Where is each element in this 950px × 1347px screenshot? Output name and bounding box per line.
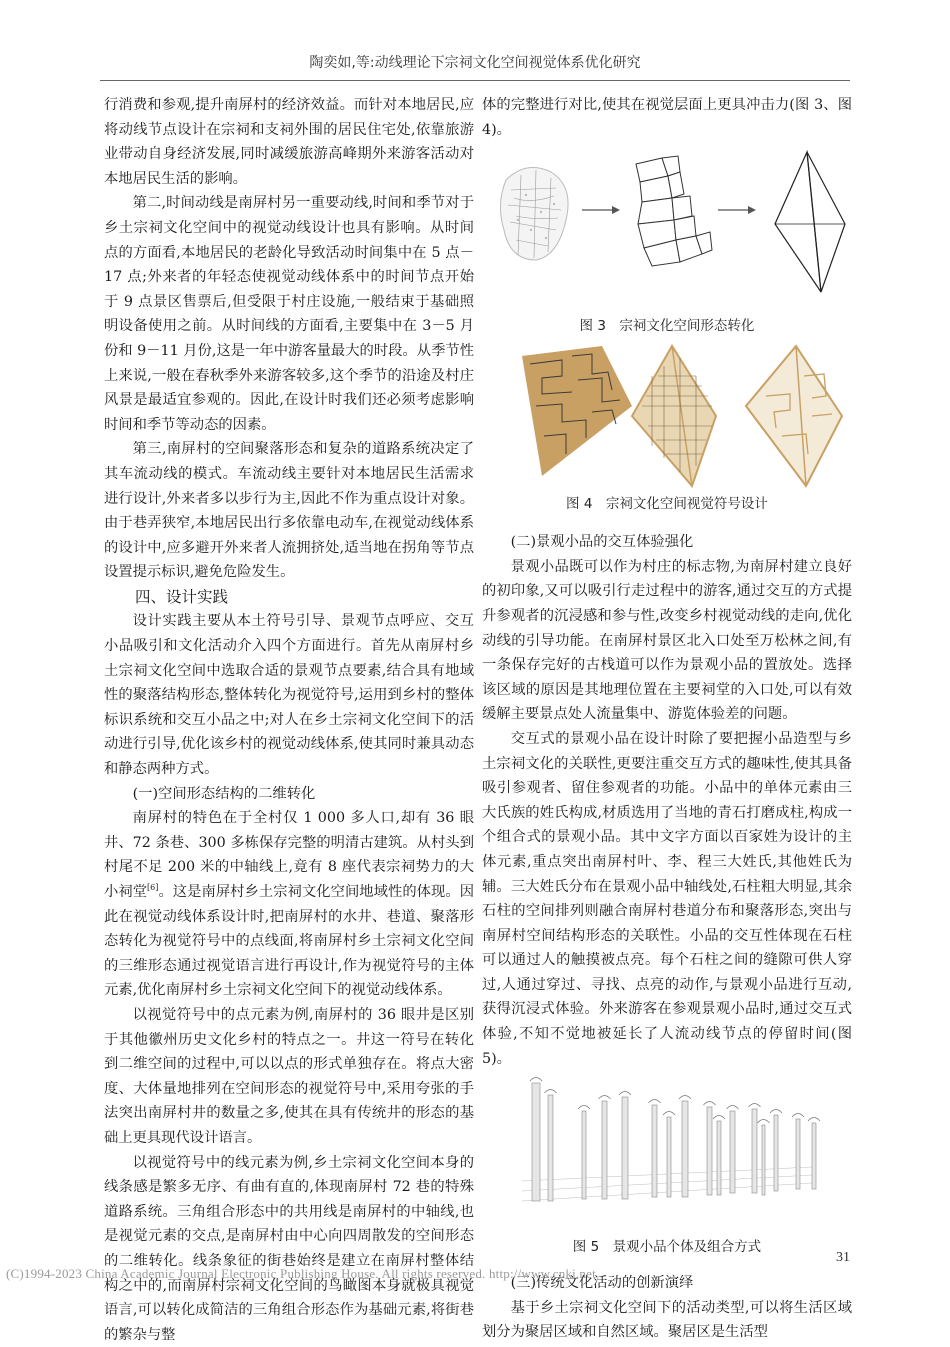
paragraph bbox=[104, 806, 474, 1003]
running-header: 陶奕如,等:动线理论下宗祠文化空间视觉体系优化研究 bbox=[309, 55, 641, 71]
header-rule bbox=[100, 80, 850, 81]
copyright-footer: (C)1994-2023 China Academic Journal Electronic Publishing House. All rights reserved. http://www.cnki.net bbox=[6, 1266, 596, 1281]
right-column bbox=[482, 93, 852, 1345]
stone-pillar bbox=[532, 1083, 540, 1201]
stone-pillar bbox=[622, 1097, 628, 1199]
stone-pillar bbox=[774, 1115, 778, 1191]
pattern-triangle-icon bbox=[746, 346, 842, 486]
figure-4-graphic bbox=[482, 342, 852, 494]
paragraph: 设计实践主要从本土符号引导、景观节点呼应、交互小品吸引和文化活动介入四个方面进行。首先从南屏村乡土宗祠文化空间中选取合适的景观节点要素,结合具有地域性的聚落结构形态,整体转化为视觉符号,运用到乡村的整体标识系统和交互小品之中;对人在乡土宗祠文化空间下的活动进行引导,优化该乡村的视觉动线体系,使其同时兼具动态和静态两种方式。 bbox=[104, 613, 474, 778]
subsection-heading: (三)传统文化活动的创新演绎 bbox=[510, 1275, 694, 1292]
paragraph: 以视觉符号中的线元素为例,乡土宗祠文化空间本身的线条感是繁多无序、有曲有直的,体现南屏村 72 巷的特殊道路系统。三角组合形态中的共用线是南屏村的中轴线,也是视觉元素的交点,是南屏村由中心向四周散发的空间形态的二维转化。线条象征的街巷始终是建立在南屏村整体结构之中的,而南屏村宗祠文化空间的鸟瞰图本身就极具视觉语言,可以转化成简洁的三角组合形态作为基础元素,将街巷的繁杂与整 bbox=[104, 1154, 474, 1343]
arrow-right-icon bbox=[582, 206, 620, 214]
pillar-cap bbox=[704, 1102, 716, 1106]
figure-3-caption: 图 3 宗祠文化空间形态转化 bbox=[579, 318, 755, 335]
paragraph: 景观小品既可以作为村庄的标志物,为南屏村建立良好的初印象,又可以吸引行走过程中的游客,通过交互的方式提升参观者的沉浸感和参与性,改变乡村视觉动线的走向,优化动线的引导功能。在南屏村景区北入口处至万松林之间,有一条保存完好的古栈道可以作为景观小品的置放处。选择该区域的原因是其地理位置在主要祠堂的入口处,可以有效缓解主要景点处人流量集中、游览体验差的问题。 bbox=[482, 558, 852, 723]
stone-pillar bbox=[682, 1101, 688, 1197]
paragraph: 以视觉符号中的点元素为例,南屏村的 36 眼井是区别于其他徽州历史文化乡村的特点之一。井这一符号在转化到二维空间的过程中,可以以点的形式单独存在。将点大密度、大体量地排列在空间形态的视觉符号中,采用夸张的手法突出南屏村井的数量之多,使其在具有传统井的形态的基础上更具现代设计语言。 bbox=[104, 1006, 474, 1146]
pillar-cap bbox=[792, 1114, 804, 1118]
pillar-cap bbox=[679, 1096, 691, 1100]
stone-pillar bbox=[796, 1119, 800, 1189]
paragraph-text: 南屏村的特色在于全村仅 1 000 多人口,却有 36 眼井、72 条巷、300 多栋保存完整的明清古建筑。从村头到村尾不足 200 米的中轴线上,竟有 8 座代表宗祠势力的大小祠堂 bbox=[104, 810, 474, 900]
paragraph: 基于乡土宗祠文化空间下的活动类型,可以将生活区域划分为聚居区域和自然区域。聚居区是生活型 bbox=[482, 1299, 852, 1341]
stone-pillar bbox=[752, 1109, 757, 1193]
pillar-cap bbox=[649, 1100, 661, 1104]
pillar-cap bbox=[727, 1106, 739, 1110]
pattern-triangle-icon bbox=[522, 346, 632, 476]
paragraph: 第三,南屏村的空间聚落形态和复杂的道路系统决定了其车流动线的模式。车流动线主要针对本地居民生活需求进行设计,外来者多以步行为主,因此不作为重点设计对象。由于巷弄狭窄,本地居民出行多依靠电动车,在视觉动线体系的设计中,应多避开外来者人流拥挤处,适当地在拐角等节点设置提示标识,避免危险发生。 bbox=[104, 441, 474, 581]
left-column bbox=[104, 93, 474, 1347]
triangle-form-icon bbox=[775, 152, 845, 292]
village-aerial-icon bbox=[500, 168, 568, 261]
pillar-cap bbox=[770, 1110, 782, 1114]
stone-pillar bbox=[717, 1121, 721, 1195]
stone-pillar bbox=[652, 1105, 657, 1197]
figure-3 bbox=[482, 142, 852, 342]
figure-5-graphic bbox=[482, 1071, 852, 1231]
pillar-cap bbox=[599, 1096, 611, 1100]
figure-4 bbox=[482, 342, 852, 524]
pillar-cap bbox=[663, 1112, 675, 1116]
stone-pillar bbox=[812, 1123, 816, 1189]
stone-pillar bbox=[548, 1095, 553, 1201]
pillar-cap bbox=[578, 1106, 590, 1110]
stone-pillar bbox=[582, 1111, 586, 1199]
stone-pillar bbox=[707, 1107, 712, 1195]
stone-pillar bbox=[730, 1111, 735, 1193]
pillar-cap bbox=[749, 1104, 761, 1108]
pillar-cap bbox=[619, 1092, 631, 1096]
pillar-cap bbox=[545, 1090, 557, 1094]
subsection-heading: (一)空间形态结构的二维转化 bbox=[132, 785, 316, 802]
figure-4-caption: 图 4 宗祠文化空间视觉符号设计 bbox=[566, 496, 768, 513]
pattern-triangle-icon bbox=[632, 346, 716, 486]
block-map-icon bbox=[636, 156, 712, 266]
figure-3-graphic bbox=[482, 142, 852, 342]
paragraph: 交互式的景观小品在设计时除了要把握小品造型与乡土宗祠文化的关联性,更要注重交互方式的趣味性,使其具备吸引参观者、留住参观者的功能。小品中的单体元素由三大氏族的姓氏构成,材质选用了当地的青石打磨成柱,构成一个组合式的景观小品。其中文字方面以百家姓为设计的主体元素,重点突出南屏村叶、李、程三大姓氏,其他姓氏为辅。三大姓氏分布在景观小品中轴线处,石柱粗大明显,其余石柱的空间排列则融合南屏村巷道分布和聚落形态,突出与南屏村空间结构形态的关联性。小品的交互性体现在石柱可以通过人的触摸被点亮。每个石柱之间的缝隙可供人穿过,人通过穿过、寻找、点亮的动作,与景观小品进行互动,获得沉浸式体验。外来游客在参观景观小品时,通过交互式体验,不知不觉地被延长了人流动线节点的停留时间(图 5)。 bbox=[482, 730, 852, 1067]
paragraph: 体的完整进行对比,使其在视觉层面上更具冲击力(图 3、图 4)。 bbox=[482, 97, 852, 138]
pillar-cap bbox=[758, 1120, 770, 1124]
page-number: 31 bbox=[836, 1250, 850, 1265]
stone-pillar bbox=[762, 1125, 765, 1195]
paragraph-text: 。这是南屏村乡土宗祠文化空间地域性的体现。因此在视觉动线体系设计时,把南屏村的水井、巷道、聚落形态转化为视觉符号中的点线面,将南屏村乡土宗祠文化空间的三维形态通过视觉语言进行再设计,作为视觉符号的主体元素,优化南屏村乡土宗祠文化空间下的视觉动线体系。 bbox=[104, 884, 475, 999]
figure-5-caption: 图 5 景观小品个体及组合方式 bbox=[572, 1239, 762, 1256]
paragraph: 行消费和参观,提升南屏村的经济效益。而针对本地居民,应将动线节点设计在宗祠和支祠外围的居民住宅处,依靠旅游业带动自身经济发展,同时减缓旅游高峰期外来游客活动对本地居民生活的影响。 bbox=[104, 97, 474, 187]
stone-pillar bbox=[602, 1101, 607, 1199]
citation-ref[interactable]: [6] bbox=[147, 883, 159, 893]
stone-pillar bbox=[667, 1117, 671, 1197]
paragraph: 第二,时间动线是南屏村另一重要动线,时间和季节对于乡土宗祠文化空间中的视觉动线设计也具有影响。从时间点的方面看,本地居民的老龄化导致活动时间集中在 5 点－17 点;外来者的年轻态使视觉动线体系中的时间节点开始于 9 点景区售票后,但受限于村庄设施,一般结束于基础照明设备使用之前。从时间线的方面看,主要集中在 3－5 月份和 9－11 月份,这是一年中游客量最大的时段。从季节性上来说,一般在春秋季外来游客较多,这个季节的沿途及村庄风景是最适宜参观的。因此,在设计时我们还必须考虑影响时间和季节等动态的因素。 bbox=[104, 195, 474, 433]
arrow-right-icon bbox=[718, 206, 756, 214]
figure-5 bbox=[482, 1071, 852, 1271]
pillar-cap bbox=[530, 1078, 542, 1082]
subsection-heading: (二)景观小品的交互体验强化 bbox=[510, 534, 694, 551]
pillar-cap bbox=[808, 1118, 820, 1122]
section-heading: 四、设计实践 bbox=[135, 587, 229, 606]
pillar-cap bbox=[713, 1116, 725, 1120]
